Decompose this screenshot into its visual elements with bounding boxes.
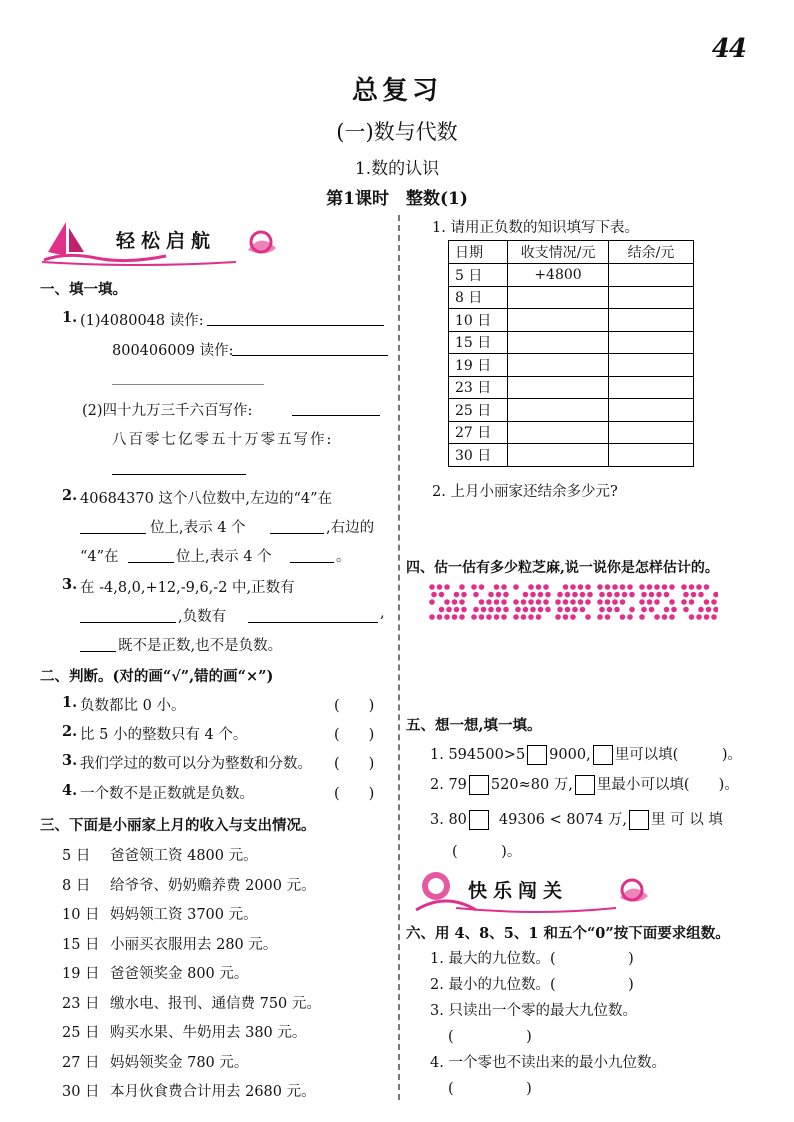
sesame-seed (669, 584, 675, 590)
table-header-amount: 收支情况/元 (508, 241, 609, 264)
table-cell-date: 27 日 (449, 421, 508, 444)
q5-3 (430, 808, 723, 830)
q6-4: 4. 一个零也不读出来的最小九位数。 (430, 1055, 666, 1071)
judge-text: 负数都比 0 小。 (80, 698, 186, 714)
sesame-seed (704, 614, 710, 620)
sesame-seed (704, 584, 710, 590)
sesame-seed (580, 592, 586, 598)
sesame-seed (528, 599, 534, 605)
sesame-seed (641, 592, 647, 598)
table-row (449, 421, 694, 444)
sesame-seed (523, 592, 529, 598)
digit-box-ref (593, 745, 613, 765)
record-text: 缴水电、报刊、通信费 750 元。 (110, 995, 321, 1012)
answer-line[interactable] (128, 562, 174, 563)
table-cell-date: 25 日 (449, 399, 508, 422)
page-title: 总复习 (351, 76, 442, 106)
record-text: 小丽买衣服用去 280 元。 (110, 936, 278, 953)
sesame-seed (530, 592, 536, 598)
sesame-seed (538, 592, 544, 598)
sesame-seed (452, 599, 458, 605)
sesame-seed (429, 584, 435, 590)
sesame-seed (471, 584, 477, 590)
answer-line[interactable] (270, 533, 324, 534)
banner-easy-start (36, 212, 286, 268)
table-row (449, 399, 694, 422)
table-cell-balance[interactable] (609, 286, 694, 309)
q5-3b: 49306 < 8074 万, (498, 812, 628, 828)
sesame-seed (494, 614, 500, 620)
table-row (449, 309, 694, 332)
table-header-balance: 结余/元 (609, 241, 694, 264)
sesame-seed (572, 607, 578, 613)
sesame-seed (689, 614, 695, 620)
q1c-text: (2)四十九万三千六百写作: (82, 403, 253, 419)
sesame-seed (555, 599, 561, 605)
sesame-seed (614, 592, 620, 598)
sesame-seed (479, 584, 485, 590)
sesame-seed (656, 592, 662, 598)
sesame-seed (605, 599, 611, 605)
sesame-seed (429, 614, 435, 620)
sesame-seed (536, 584, 542, 590)
q2-line1: 40684370 这个八位数中,左边的“4”在 (80, 491, 333, 507)
sesame-seed (649, 592, 655, 598)
answer-line[interactable] (80, 651, 116, 652)
table-cell-balance[interactable] (609, 399, 694, 422)
q6-1: 1. 最大的九位数。( ) (430, 951, 634, 967)
table-cell-balance[interactable] (609, 444, 694, 467)
part2-heading: 二、判断。(对的画“√”,错的画“×”) (40, 668, 274, 685)
sesame-seed (607, 607, 613, 613)
record-day: 8 日 (62, 877, 91, 894)
sesame-seed (681, 599, 687, 605)
sesame-seed (654, 614, 660, 620)
sesame-seed (664, 607, 670, 613)
sesame-seed (431, 592, 437, 598)
sesame-seed (629, 607, 635, 613)
table-cell-date: 10 日 (449, 309, 508, 332)
sesame-seed (570, 614, 576, 620)
record-text: 购买水果、牛奶用去 380 元。 (110, 1025, 307, 1041)
table-row (449, 444, 694, 467)
sesame-seed (612, 584, 618, 590)
chapter-subtitle: (一)数与代数 (336, 120, 458, 144)
q2-number: 2. (62, 487, 78, 504)
record-text: 给爷爷、奶奶赡养费 2000 元。 (110, 877, 316, 894)
sesame-seed (647, 584, 653, 590)
sesame-seed (614, 607, 620, 613)
sesame-seed (691, 592, 697, 598)
table-cell-balance[interactable] (609, 309, 694, 332)
sesame-seed (563, 584, 569, 590)
sesame-seed (528, 584, 534, 590)
sesame-seed (513, 599, 519, 605)
part5-heading: 五、想一想,填一填。 (406, 717, 542, 734)
sesame-seed (662, 584, 668, 590)
record-day: 27 日 (62, 1054, 100, 1071)
table-cell-balance[interactable] (609, 264, 694, 287)
q3-line2b: , (380, 605, 385, 621)
sesame-seed (689, 584, 695, 590)
section-title: 1.数的认识 (354, 159, 440, 179)
sesame-seed (622, 592, 628, 598)
table-row (449, 286, 694, 309)
digit-box-ref (575, 775, 595, 795)
q1b-text: 800406009 读作: (112, 343, 234, 359)
part3-heading: 三、下面是小丽家上月的收入与支出情况。 (40, 817, 316, 834)
table-row (449, 354, 694, 377)
part1-heading: 一、填一填。 (40, 281, 127, 298)
sesame-seed (513, 584, 519, 590)
q5-3c: 里 可 以 填 (651, 812, 723, 828)
sesame-seed (711, 614, 717, 620)
sesame-seed (521, 614, 527, 620)
sesame-seed (597, 599, 603, 605)
record-day: 10 日 (62, 907, 100, 923)
sesame-seed (461, 607, 467, 613)
sesame-seed (444, 614, 450, 620)
digit-box-ref (629, 810, 649, 830)
table-cell-date: 23 日 (449, 376, 508, 399)
sesame-seed (713, 607, 718, 613)
sesame-seed (620, 614, 626, 620)
sesame-seed (557, 607, 563, 613)
sesame-seed (459, 584, 465, 590)
record-text: 本月伙食费合计用去 2680 元。 (110, 1084, 316, 1100)
sesame-seed (473, 607, 479, 613)
record-text: 爸爸领奖金 800 元。 (110, 966, 249, 982)
q1-number: 1. (62, 309, 78, 326)
page-number: 44 (711, 34, 746, 64)
record-text: 妈妈领工资 3700 元。 (110, 907, 258, 923)
sesame-seed (713, 592, 718, 598)
sesame-seed (496, 607, 502, 613)
table-row (449, 331, 694, 354)
table-cell-date: 8 日 (449, 286, 508, 309)
q5-2a: 2. 79 (430, 777, 467, 793)
sesame-seed (683, 592, 689, 598)
column-divider (398, 215, 400, 1100)
sesame-seed (585, 599, 591, 605)
record-text: 爸爸领工资 4800 元。 (110, 848, 258, 864)
sesame-seed (698, 592, 704, 598)
banner-happy-challenge-title: 快乐闯关 (468, 880, 569, 902)
sesame-seed (528, 614, 534, 620)
q3-line2: ,负数有 (178, 609, 227, 625)
sesame-seed (627, 614, 633, 620)
answer-line[interactable] (248, 622, 378, 623)
sesame-seed (649, 607, 655, 613)
sesame-seed (439, 592, 445, 598)
sesame-seed (538, 607, 544, 613)
sesame-seed (698, 607, 704, 613)
sesame-seed (454, 607, 460, 613)
sesame-seed (473, 592, 479, 598)
q2-line2a: 位上,表示 4 个 (150, 520, 246, 536)
q5-3-answer[interactable]: ( )。 (452, 844, 522, 860)
record-day: 15 日 (62, 936, 100, 953)
sesame-seed (627, 584, 633, 590)
sesame-seed (481, 607, 487, 613)
q5-2 (430, 773, 739, 795)
table-cell-amount[interactable] (508, 444, 609, 467)
sesame-seed (629, 592, 635, 598)
sesame-seed (444, 599, 450, 605)
q3-number: 3. (62, 576, 78, 593)
q5-1a: 1. 594500>5 (430, 747, 526, 763)
sesame-seed (580, 607, 586, 613)
banner-happy-challenge (406, 862, 658, 918)
answer-line[interactable] (292, 415, 380, 416)
sesame-seed (689, 599, 695, 605)
sesame-seed (696, 614, 702, 620)
q1d-text: 八百零七亿零五十万零五写作: (112, 432, 334, 448)
lesson-title: 第1课时 整数(1) (326, 189, 468, 209)
sesame-seed (597, 584, 603, 590)
sesame-seed (536, 599, 542, 605)
sesame-seed (530, 607, 536, 613)
sesame-seed (471, 614, 477, 620)
digit-box[interactable] (527, 745, 547, 765)
sesame-seed (486, 614, 492, 620)
sesame-seed (439, 607, 445, 613)
sesame-seed (599, 607, 605, 613)
sesame-seed (563, 599, 569, 605)
table-cell-amount[interactable] (508, 309, 609, 332)
q6-2: 2. 最小的九位数。( ) (430, 977, 634, 993)
sesame-seed (597, 614, 603, 620)
sesame-seed (620, 584, 626, 590)
q2-line2b: ,右边的 (326, 520, 375, 536)
sesame-seed (578, 584, 584, 590)
ledger-table (448, 240, 694, 467)
sesame-seed (704, 599, 710, 605)
banner-easy-start-title: 轻松启航 (116, 230, 217, 252)
sesame-seed (639, 599, 645, 605)
sesame-seed (452, 614, 458, 620)
table-question: 1. 请用正负数的知识填写下表。 (432, 220, 639, 236)
table-cell-balance[interactable] (609, 421, 694, 444)
sesame-seed (578, 599, 584, 605)
q2-line3c: 。 (336, 549, 351, 565)
q3-line1: 在 -4,8,0,+12,-9,6,-2 中,正数有 (80, 580, 295, 596)
sesame-seed (437, 584, 443, 590)
table-cell-date: 5 日 (449, 264, 508, 287)
sesame-seeds-illustration (428, 582, 718, 624)
sesame-seed (503, 607, 509, 613)
sesame-seed (501, 584, 507, 590)
judge-answer-paren[interactable]: ( ) (334, 727, 375, 743)
judge-answer-paren[interactable]: ( ) (334, 786, 375, 802)
sesame-seed (479, 599, 485, 605)
sesame-seed (605, 614, 611, 620)
sesame-seed (662, 614, 668, 620)
sesame-seed (429, 599, 435, 605)
judge-number: 2. (62, 723, 78, 740)
judge-answer-paren[interactable]: ( ) (334, 756, 375, 772)
record-day: 30 日 (62, 1084, 100, 1100)
record-text: 妈妈领奖金 780 元。 (110, 1054, 249, 1071)
sesame-seed (543, 599, 549, 605)
table-cell-amount[interactable] (508, 376, 609, 399)
sesame-seed (572, 592, 578, 598)
sesame-seed (570, 599, 576, 605)
sesame-seed (639, 614, 645, 620)
sesame-seed (545, 592, 551, 598)
q1a-text: (1)4080048 读作: (80, 313, 204, 329)
q5-1b: 9000, (549, 747, 591, 763)
sesame-seed (513, 614, 519, 620)
sesame-seed (557, 592, 563, 598)
sesame-seed (620, 599, 626, 605)
q3-line3: 既不是正数,也不是负数。 (118, 638, 283, 654)
sesame-seed (446, 607, 452, 613)
sesame-seed (515, 607, 521, 613)
sesame-seed (681, 584, 687, 590)
sesame-seed (639, 584, 645, 590)
sesame-seed (585, 584, 591, 590)
sesame-seed (570, 584, 576, 590)
digit-box[interactable] (469, 810, 489, 830)
table-cell-balance[interactable] (609, 354, 694, 377)
sesame-seed (459, 614, 465, 620)
sesame-seed (565, 592, 571, 598)
q6-3-answer[interactable]: ( ) (448, 1029, 532, 1045)
sesame-seed (461, 592, 467, 598)
table-cell-amount[interactable]: +4800 (508, 264, 609, 287)
q6-4-answer[interactable]: ( ) (448, 1081, 532, 1097)
table-cell-balance[interactable] (609, 376, 694, 399)
sesame-seed (523, 607, 529, 613)
sesame-seed (585, 614, 591, 620)
sesame-seed (486, 599, 492, 605)
sesame-seed (454, 592, 460, 598)
judge-text: 一个数不是正数就是负数。 (80, 786, 254, 802)
sesame-seed (605, 584, 611, 590)
sesame-seed (563, 614, 569, 620)
part6-heading: 六、用 4、8、5、1 和五个“0”按下面要求组数。 (406, 925, 730, 942)
sesame-seed (503, 592, 509, 598)
sesame-seed (488, 592, 494, 598)
sesame-seed (647, 599, 653, 605)
sesame-seed (599, 592, 605, 598)
judge-text: 比 5 小的整数只有 4 个。 (80, 727, 248, 743)
sesame-seed (607, 592, 613, 598)
sesame-seed (501, 599, 507, 605)
sesame-seed (521, 599, 527, 605)
table-row (449, 376, 694, 399)
sesame-seed (459, 599, 465, 605)
sesame-seed (536, 614, 542, 620)
sesame-seed (494, 584, 500, 590)
judge-number: 1. (62, 694, 78, 711)
sesame-seed (669, 599, 675, 605)
record-day: 25 日 (62, 1025, 100, 1041)
q5-2c: 里最小可以填( )。 (596, 777, 739, 793)
q5-3a: 3. 80 (430, 812, 467, 828)
judge-number: 4. (62, 782, 78, 799)
table-cell-amount[interactable] (508, 421, 609, 444)
answer-line[interactable] (290, 562, 334, 563)
sesame-seed (501, 614, 507, 620)
sesame-seed (555, 614, 561, 620)
sesame-seed (683, 607, 689, 613)
table-cell-amount[interactable] (508, 286, 609, 309)
table-cell-amount[interactable] (508, 331, 609, 354)
sesame-seed (612, 599, 618, 605)
table-cell-amount[interactable] (508, 354, 609, 377)
judge-text: 我们学过的数可以分为整数和分数。 (80, 756, 312, 772)
q5-1 (430, 743, 742, 765)
sesame-seed (587, 592, 593, 598)
sesame-seed (494, 599, 500, 605)
answer-line[interactable] (80, 622, 176, 623)
record-day: 5 日 (62, 848, 91, 864)
sesame-seed (711, 599, 717, 605)
q5-1c: 里可以填( )。 (614, 747, 743, 763)
sesame-seed (488, 607, 494, 613)
table-row (449, 264, 694, 287)
answer-line[interactable] (112, 384, 264, 385)
table-cell-balance[interactable] (609, 331, 694, 354)
part4-heading: 四、估一估有多少粒芝麻,说一说你是怎样估计的。 (406, 560, 719, 576)
table-cell-date: 30 日 (449, 444, 508, 467)
sesame-seed (545, 607, 551, 613)
sesame-seed (437, 614, 443, 620)
sesame-seed (696, 584, 702, 590)
q2-line3a: “4”在 (80, 549, 119, 565)
answer-line[interactable] (112, 474, 246, 475)
judge-answer-paren[interactable]: ( ) (334, 698, 375, 714)
sesame-seed (444, 584, 450, 590)
table-header-date: 日期 (449, 241, 508, 264)
record-day: 23 日 (62, 995, 100, 1012)
q6-3: 3. 只读出一个零的最大九位数。 (430, 1003, 637, 1019)
answer-line[interactable] (80, 533, 146, 534)
digit-box[interactable] (469, 775, 489, 795)
sesame-seed (479, 614, 485, 620)
sesame-seed (543, 584, 549, 590)
table-cell-amount[interactable] (508, 399, 609, 422)
sesame-seed (565, 607, 571, 613)
answer-line[interactable] (207, 325, 384, 326)
balance-question: 2. 上月小丽家还结余多少元? (432, 484, 618, 500)
sesame-seed (654, 584, 660, 590)
judge-number: 3. (62, 752, 78, 769)
sesame-seed (706, 607, 712, 613)
sesame-seed (664, 592, 670, 598)
sesame-seed (669, 614, 675, 620)
q5-2b: 520≈80 万, (490, 777, 573, 793)
sesame-seed (641, 607, 647, 613)
answer-line[interactable] (232, 355, 388, 356)
sesame-seed (671, 607, 677, 613)
table-cell-date: 19 日 (449, 354, 508, 377)
q2-line3b: 位上,表示 4 个 (176, 549, 272, 565)
table-cell-date: 15 日 (449, 331, 508, 354)
sesame-seed (496, 592, 502, 598)
sesame-seed (654, 599, 660, 605)
record-day: 19 日 (62, 966, 100, 982)
